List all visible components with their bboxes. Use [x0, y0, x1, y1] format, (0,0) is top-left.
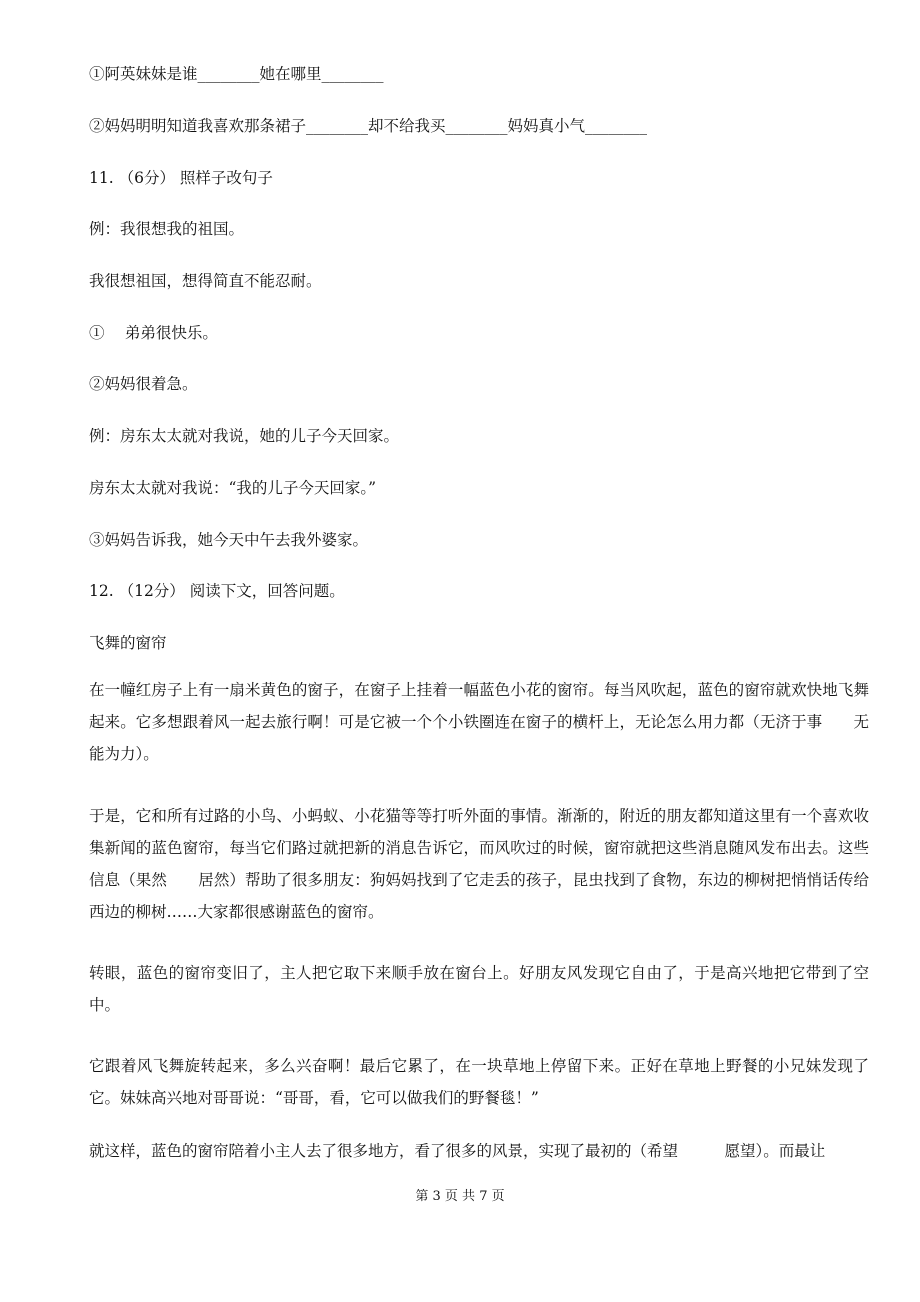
question-11-item-2: ②妈妈很着急。: [89, 375, 198, 393]
page-number-footer: 第 3 页 共 7 页: [415, 1189, 505, 1204]
example-2-rewritten: 房东太太就对我说：“我的儿子今天回家。”: [89, 479, 377, 497]
question-11-item-1: ① 弟弟很快乐。: [89, 324, 218, 342]
example-1-rewritten: 我很想祖国，想得简直不能忍耐。: [89, 272, 322, 290]
passage-paragraph-1: 在一幢红房子上有一扇米黄色的窗子，在窗子上挂着一幅蓝色小花的窗帘。每当风吹起，蓝色的窗帘就欢快地飞舞起来。它多想跟着风一起去旅行啊！可是它被一个个小铁圈连在窗子的横杆上，无论怎么用力都（无济于事 无能为力）。: [89, 681, 869, 763]
example-1-original: 例：我很想我的祖国。: [89, 220, 245, 238]
question-11-item-3: ③妈妈告诉我，她今天中午去我外婆家。: [89, 531, 369, 549]
passage-paragraph-3: 转眼，蓝色的窗帘变旧了，主人把它取下来顺手放在窗台上。好朋友风发现它自由了，于是高兴地把它带到了空中。: [89, 964, 869, 1014]
passage-paragraph-2: 于是，它和所有过路的小鸟、小蚂蚁、小花猫等等打听外面的事情。渐渐的，附近的朋友都知道这里有一个喜欢收集新闻的蓝色窗帘，每当它们路过就把新的消息告诉它，而风吹过的时候，窗帘就把这些消息随风发布出去。这些信息（果然 居然）帮助了很多朋友：狗妈妈找到了它走丢的孩子，昆虫找到了食物，东边的柳树把悄悄话传给西边的柳树……大家都很感谢蓝色的窗帘。: [89, 807, 869, 921]
question-10-item-1: ①阿英妹妹是谁________她在哪里________: [89, 65, 384, 83]
passage-paragraph-4: 它跟着风飞舞旋转起来，多么兴奋啊！最后它累了，在一块草地上停留下来。正好在草地上野餐的小兄妹发现了它。妹妹高兴地对哥哥说：“哥哥，看，它可以做我们的野餐毯！”: [89, 1057, 869, 1107]
passage-title: 飞舞的窗帘: [89, 634, 167, 652]
example-2-original: 例：房东太太就对我说，她的儿子今天回家。: [89, 427, 400, 445]
question-12-heading: 12. （12分） 阅读下文，回答问题。: [89, 582, 345, 600]
passage-paragraph-5: 就这样，蓝色的窗帘陪着小主人去了很多地方，看了很多的风景，实现了最初的（希望 愿望）。而最让: [89, 1142, 826, 1160]
question-10-item-2: ②妈妈明明知道我喜欢那条裙子________却不给我买________妈妈真小气________: [89, 117, 648, 135]
question-11-heading: 11. （6分） 照样子改句子: [89, 169, 273, 187]
